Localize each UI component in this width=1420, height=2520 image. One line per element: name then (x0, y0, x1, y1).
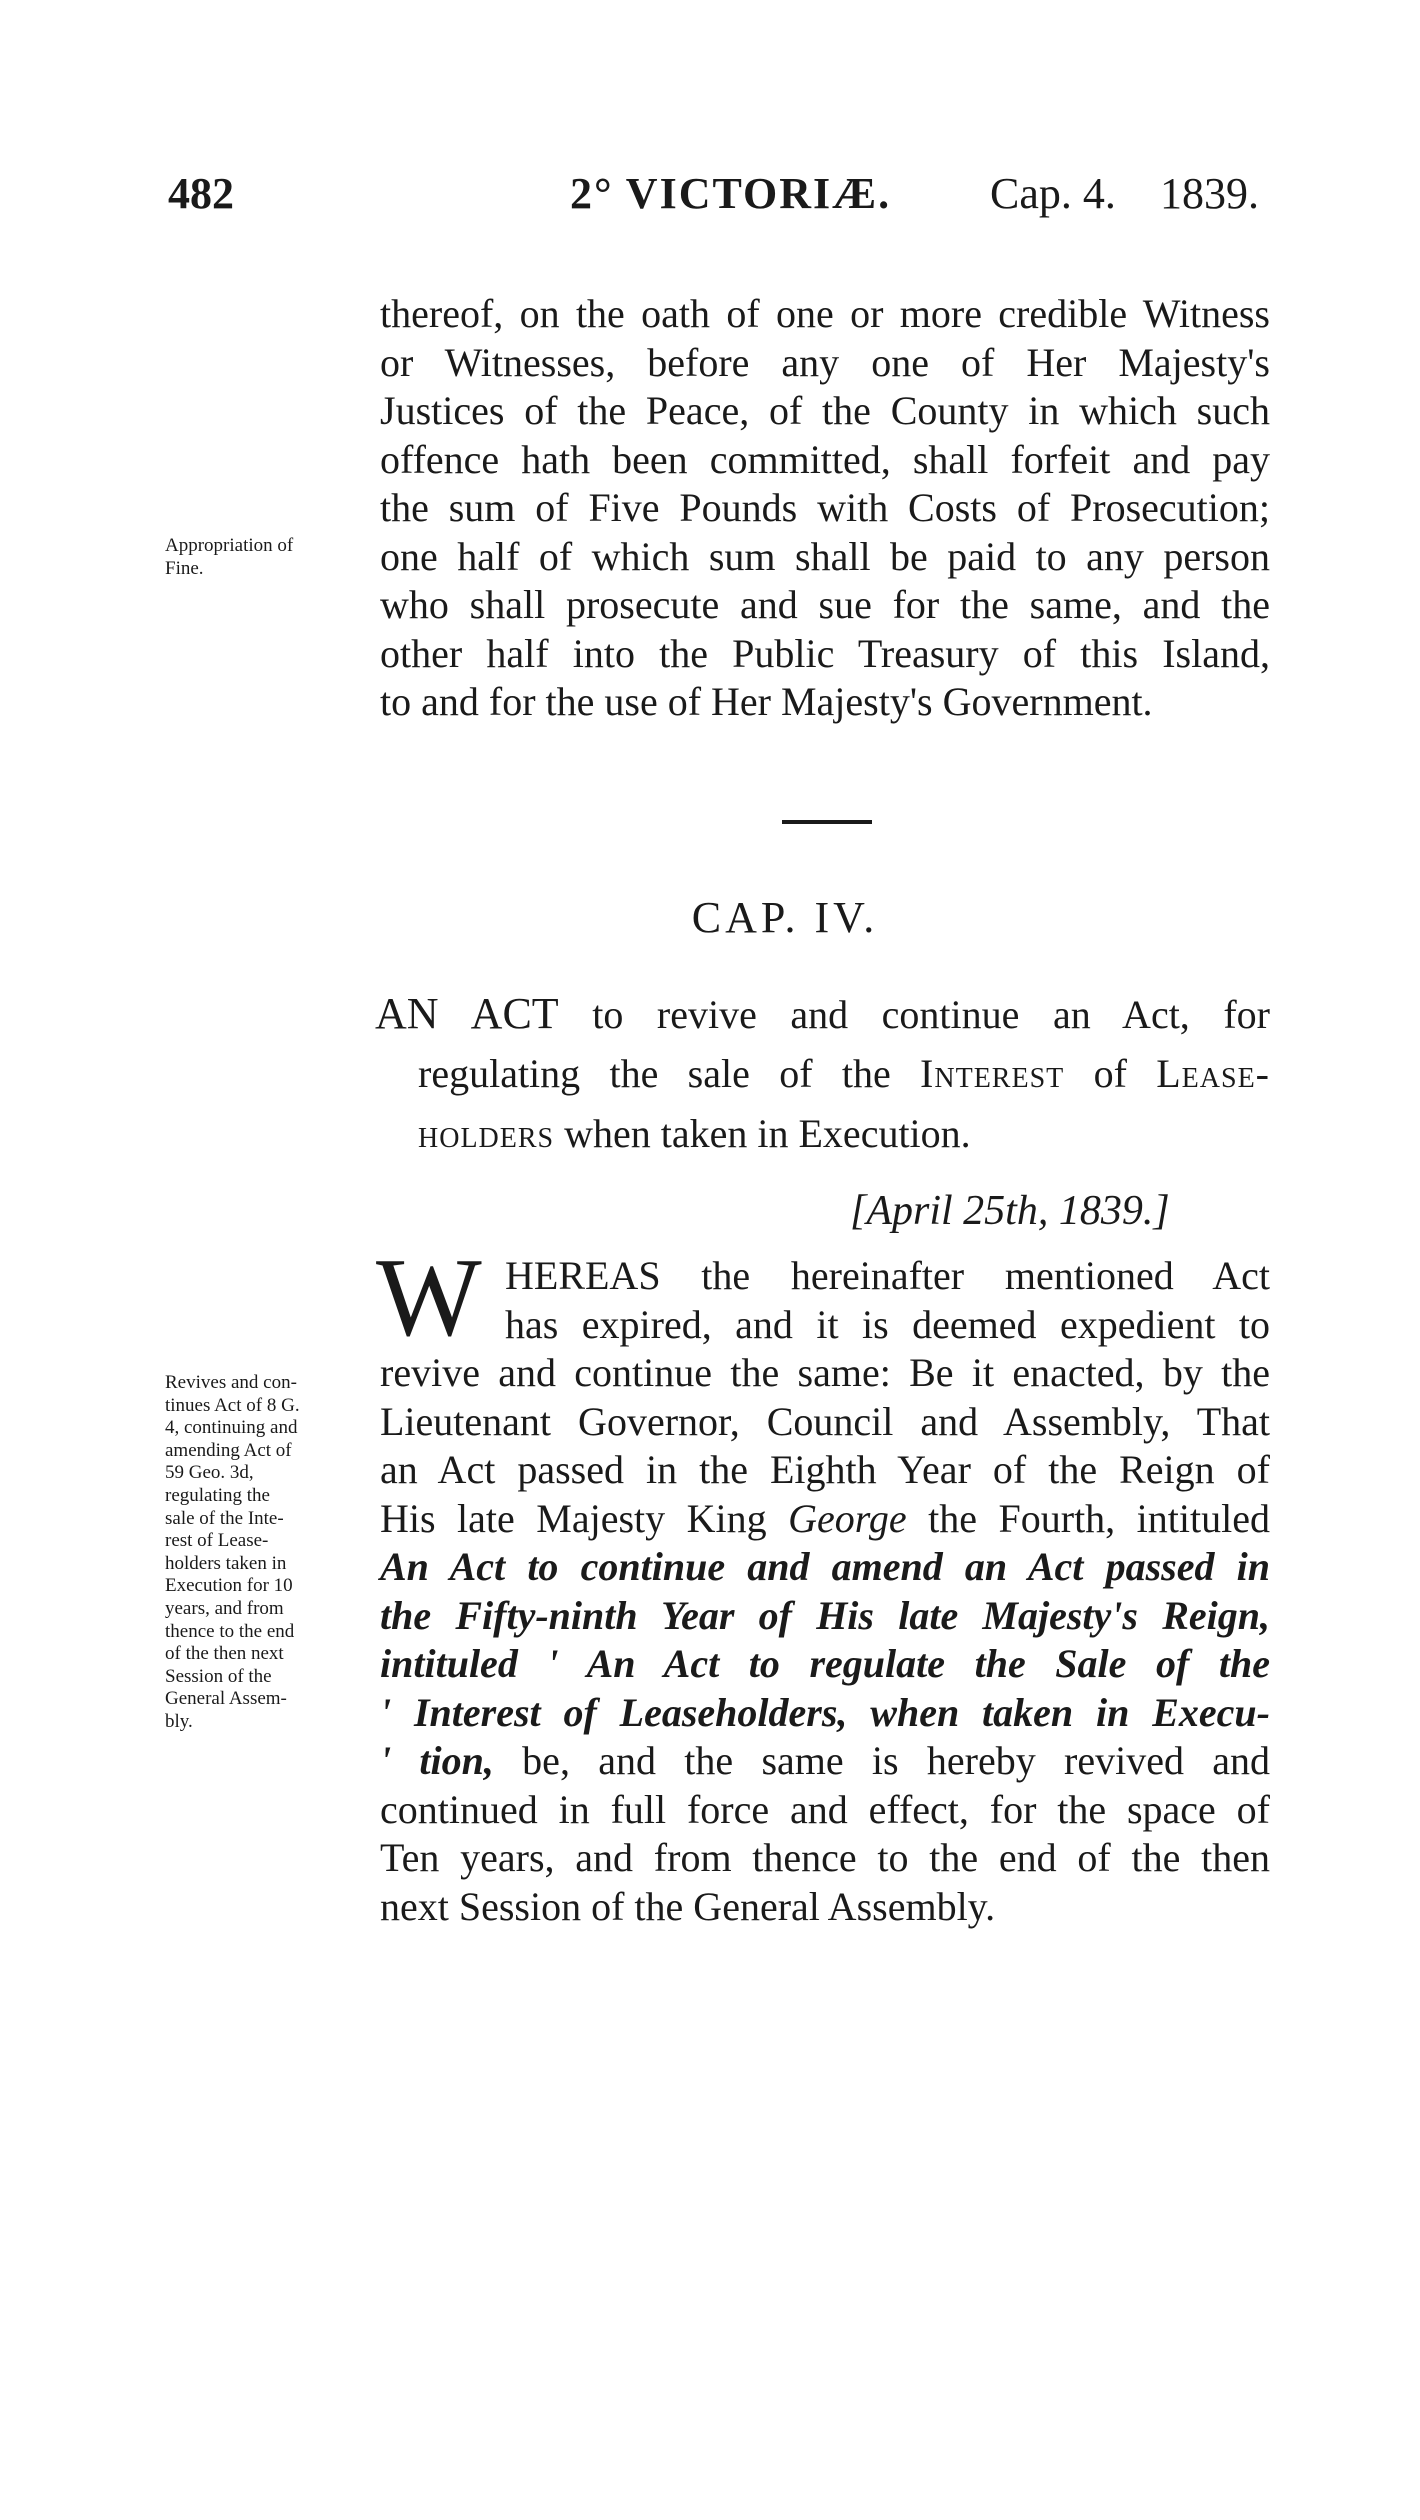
margin-note-line: regulating the (165, 1484, 270, 1506)
text-line: other half into the Public Treasury of this Island, (380, 630, 1270, 676)
text-line-italic: intituled ' An Act to regulate the Sale of the (380, 1641, 1270, 1686)
running-header (0, 168, 1420, 228)
title-line (418, 1050, 1270, 1099)
page-number: 482 (168, 169, 234, 218)
margin-note-line: Revives and con- (165, 1372, 297, 1393)
text-line: HEREAS the hereinafter mentioned Act (505, 1253, 1270, 1298)
calendar-year: 1839. (1160, 169, 1259, 218)
margin-note-line: sale of the Inte- (165, 1507, 284, 1529)
title-text: when taken in Execution. (554, 1110, 971, 1156)
margin-note-line: years, and from (165, 1597, 284, 1619)
text-italic: ' tion, (380, 1738, 494, 1783)
text-line: Ten years, and from thence to the end of the then (380, 1835, 1270, 1880)
enactment-opening (505, 1252, 1270, 1349)
title-smallcaps: Interest (920, 1051, 1065, 1096)
text-line: thereof, on the oath of one or more credible Witness (380, 291, 1270, 336)
text-line: who shall prosecute and sue for the same, and the (380, 582, 1270, 627)
margin-note-line: thence to the end (165, 1620, 295, 1642)
text-line: the sum of Five Pounds with Costs of Prosecution; (380, 485, 1270, 530)
margin-note-line: Fine. (165, 557, 204, 579)
text-line: offence hath been committed, shall forfeit and pay (380, 436, 1270, 482)
chapter-ref: Cap. 4. (990, 169, 1116, 218)
text-line: next Session of the General Assembly. (380, 1883, 996, 1929)
margin-note-line: of the then next (165, 1643, 284, 1665)
margin-note-line: Session of the (165, 1665, 272, 1687)
text-line: revive and continue the same: Be it enacted, by the (380, 1350, 1270, 1395)
text-line: has expired, and it is deemed expedient to (505, 1301, 1270, 1347)
act-date: [April 25th, 1839.] (850, 1188, 1170, 1234)
text-line (380, 1495, 1270, 1544)
margin-note-appropriation (165, 535, 375, 580)
title-text: to revive and continue an Act, for (558, 992, 1270, 1037)
margin-note-line: Appropriation of (165, 535, 294, 556)
chapter-heading: CAP. IV. (691, 893, 879, 942)
text-line-italic: An Act to continue and amend an Act passed in (380, 1544, 1270, 1589)
text-line: Justices of the Peace, of the County in which such (380, 388, 1270, 433)
margin-note-line: bly. (165, 1710, 193, 1732)
margin-note-line: amending Act of (165, 1439, 292, 1461)
text-fragment: His late Majesty King (380, 1495, 789, 1541)
title-line (418, 1110, 1270, 1159)
act-title (375, 990, 1270, 1039)
text-fragment: the Fourth, intituled (906, 1495, 1270, 1541)
text-line-italic: the Fifty-ninth Year of His late Majesty's Reign, (380, 1592, 1270, 1638)
text-line: continued in full force and effect, for the space of (380, 1786, 1270, 1832)
act-label: AN ACT (375, 989, 559, 1038)
act-title-cont (418, 1050, 1270, 1158)
section-divider (782, 820, 872, 824)
text-fragment: be, and the same is hereby revived and (493, 1738, 1271, 1783)
title-smallcaps: Lease- (1156, 1051, 1270, 1096)
margin-note-line: 4, continuing and (165, 1417, 298, 1439)
text-italic: George (788, 1495, 907, 1541)
title-text: of (1064, 1051, 1157, 1096)
title-text: regulating the sale of the (418, 1051, 921, 1096)
margin-note-line: Execution for 10 (165, 1575, 293, 1597)
text-line (380, 1737, 1270, 1786)
margin-note-line: 59 Geo. 3d, (165, 1462, 254, 1484)
text-line: or Witnesses, before any one of Her Majesty's (380, 339, 1270, 385)
margin-note-line: rest of Lease- (165, 1530, 269, 1552)
text-line-italic: ' Interest of Leaseholders, when taken in Execu- (380, 1689, 1270, 1735)
regnal-year: 2° VICTORIÆ. (570, 169, 892, 218)
margin-note-line: General Assem- (165, 1688, 287, 1710)
enactment-body (380, 1349, 1270, 1931)
margin-note-line: tinues Act of 8 G. (165, 1394, 300, 1416)
margin-note-line: holders taken in (165, 1552, 287, 1574)
title-line (375, 990, 1270, 1039)
title-smallcaps: holders (418, 1110, 555, 1156)
text-line: Lieutenant Governor, Council and Assembly, That (380, 1398, 1270, 1444)
text-line: an Act passed in the Eighth Year of the Reign of (380, 1447, 1270, 1492)
margin-note-revives (165, 1372, 375, 1734)
drop-cap: W (376, 1236, 482, 1360)
text-line: one half of which sum shall be paid to any person (380, 533, 1270, 579)
text-line: to and for the use of Her Majesty's Government. (380, 679, 1153, 724)
continuation-paragraph (380, 290, 1270, 727)
